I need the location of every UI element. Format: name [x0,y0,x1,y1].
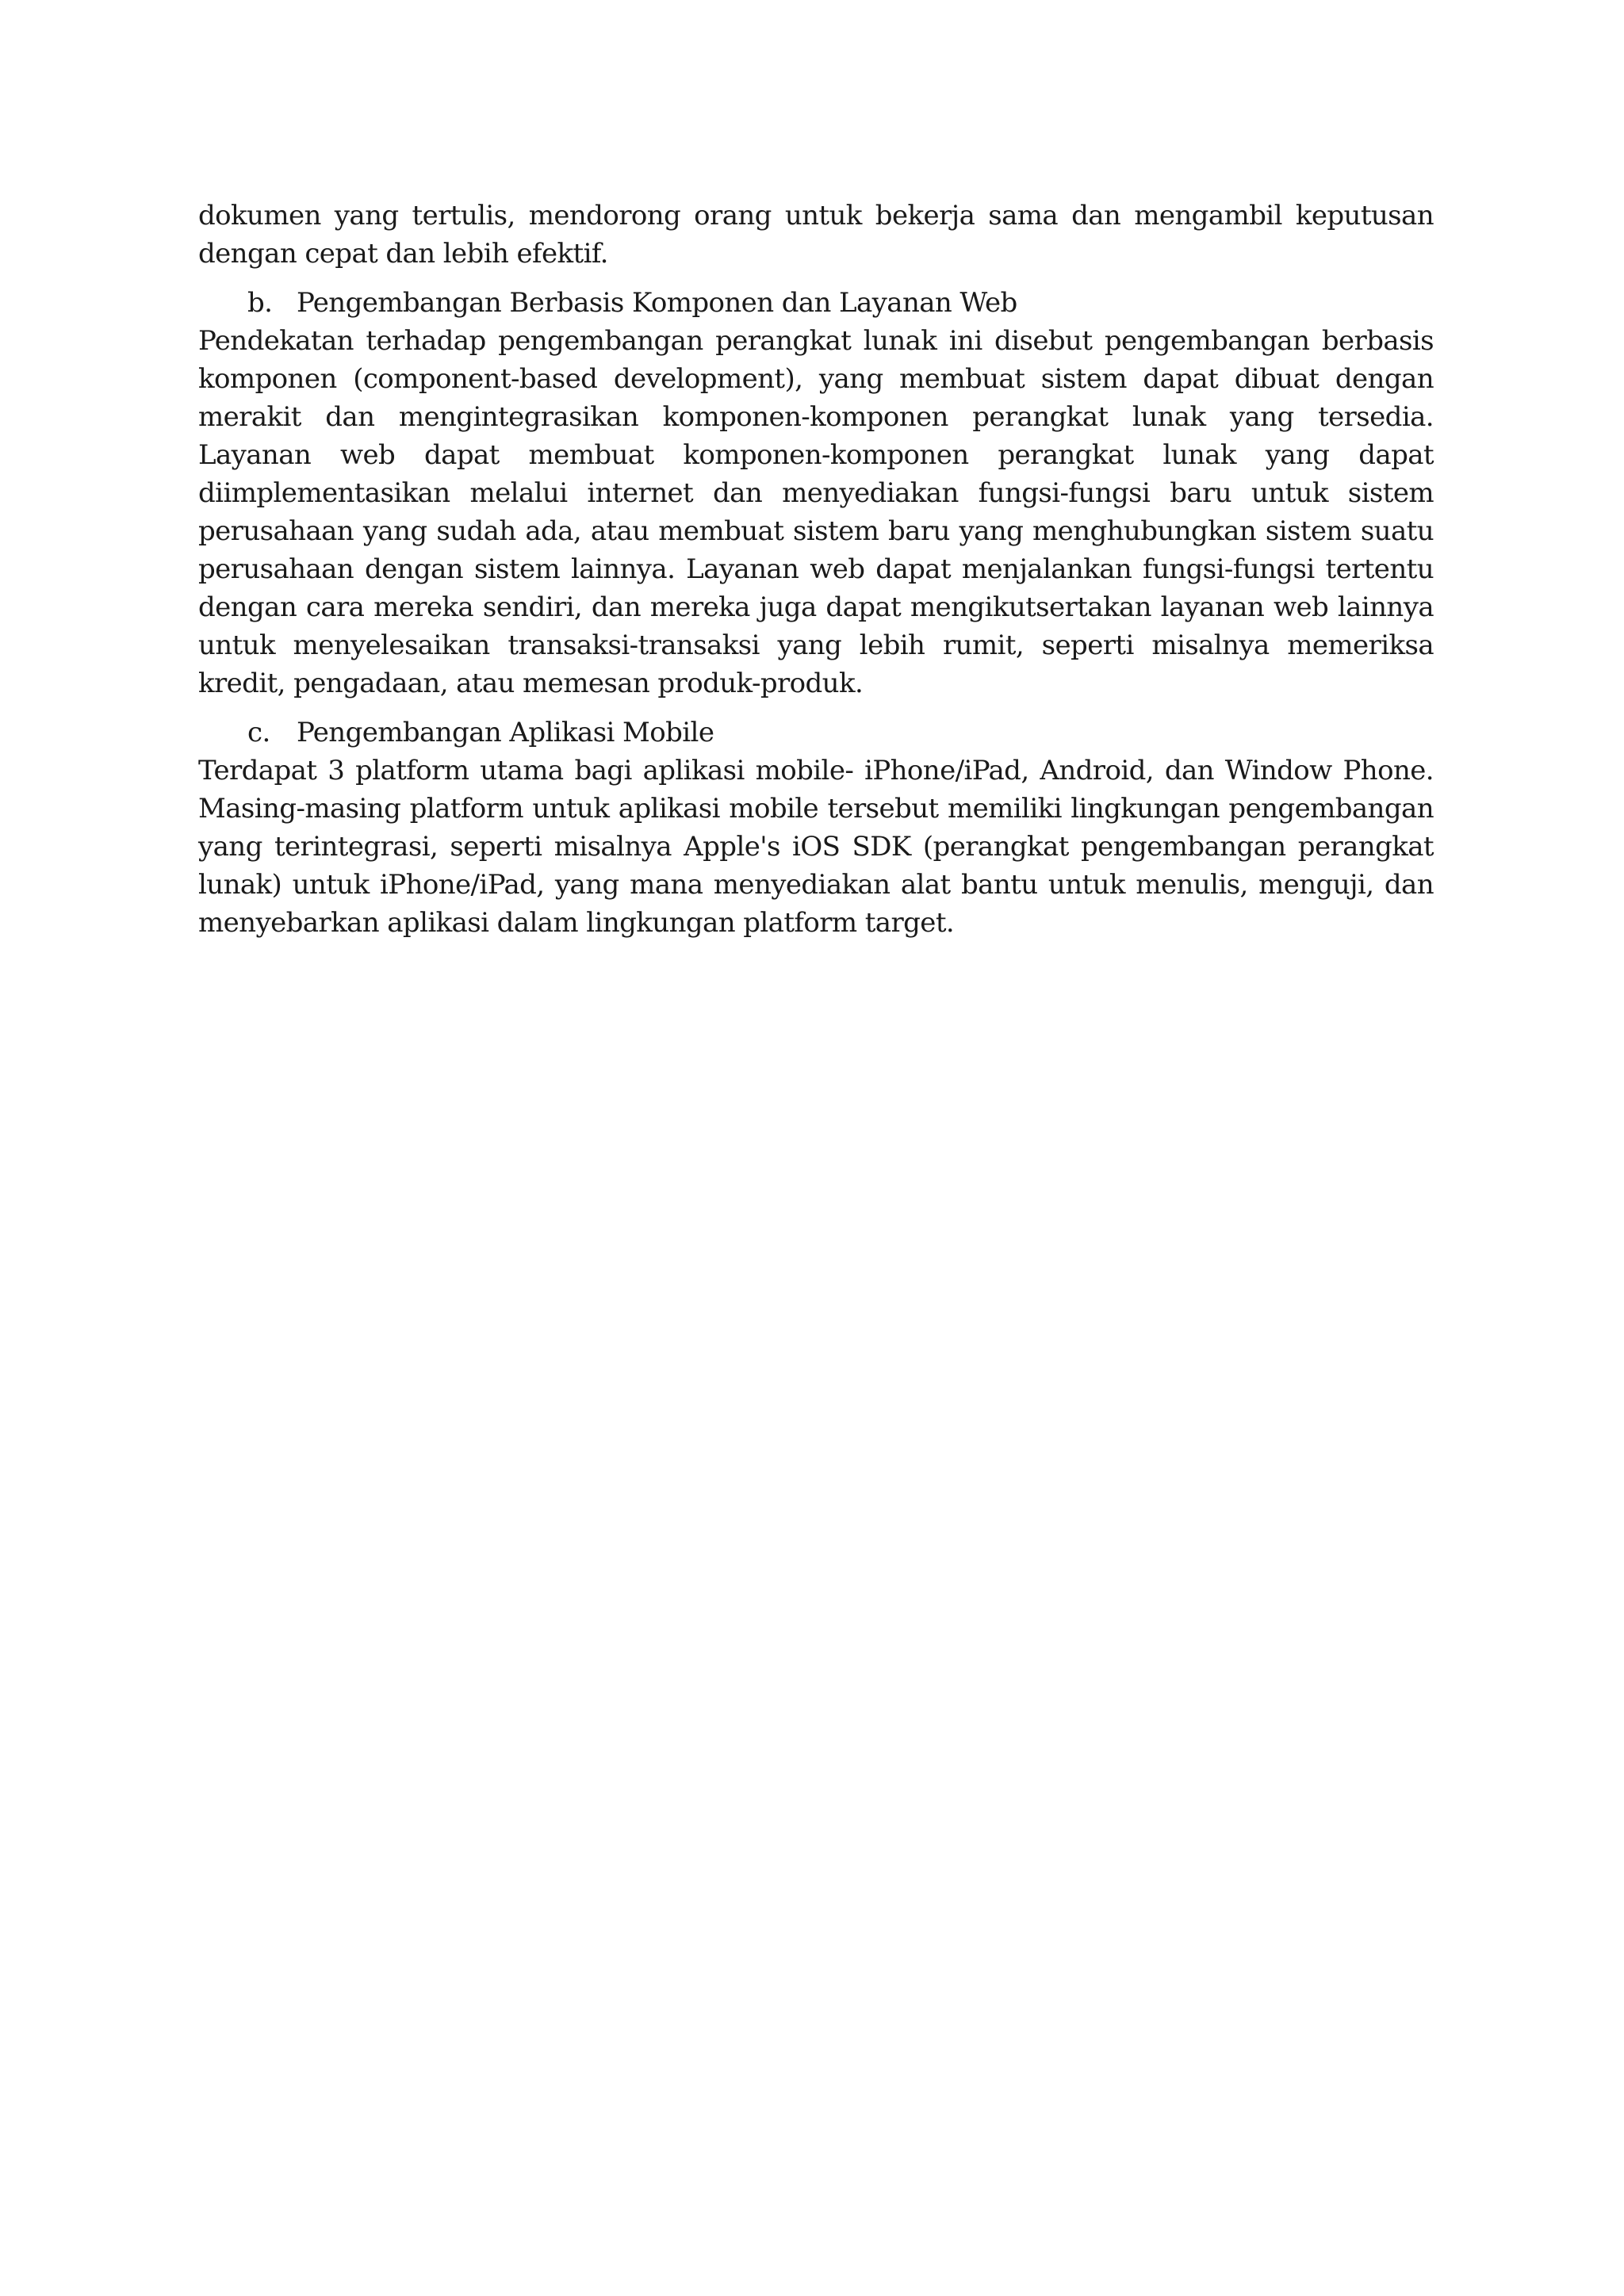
section-title: Pengembangan Aplikasi Mobile [297,717,714,748]
section-heading-b [198,284,1434,322]
list-marker: b. [247,287,273,319]
section-title: Pengembangan Berbasis Komponen dan Layanan Web [297,287,1017,319]
section-paragraph-b: Pendekatan terhadap pengembangan perangkat lunak ini disebut pengembangan berbasis komponen (component-based development), yang membuat sistem dapat dibuat dengan merakit dan mengintegrasikan komponen-komponen perangkat lunak yang tersedia. Layanan web dapat membuat komponen-komponen perangkat lunak yang dapat diimplementasikan melalui internet dan menyediakan fungsi-fungsi baru untuk sistem perusahaan yang sudah ada, atau membuat sistem baru yang menghubungkan sistem suatu perusahaan dengan sistem lainnya. Layanan web dapat menjalankan fungsi-fungsi tertentu dengan cara mereka sendiri, dan mereka juga dapat mengikutsertakan layanan web lainnya untuk menyelesaikan transaksi-transaksi yang lebih rumit, seperti misalnya memeriksa kredit, pengadaan, atau memesan produk-produk. [198,325,1434,699]
paragraph-spacer [198,273,1434,284]
document-body [198,197,1434,942]
section-heading-c [198,714,1434,752]
section-paragraph-c: Terdapat 3 platform utama bagi aplikasi mobile- iPhone/iPad, Android, dan Window Phone. Masing-masing platform untuk aplikasi mobile tersebut memiliki lingkungan pengembangan yang terintegrasi, seperti misalnya Apple's iOS SDK (perangkat pengembangan perangkat lunak) untuk iPhone/iPad, yang mana menyediakan alat bantu untuk menulis, menguji, dan menyebarkan aplikasi dalam lingkungan platform target. [198,755,1434,939]
list-marker: c. [247,717,270,748]
paragraph-spacer [198,702,1434,714]
intro-paragraph: dokumen yang tertulis, mendorong orang untuk bekerja sama dan mengambil keputusan dengan cepat dan lebih efektif. [198,200,1434,270]
